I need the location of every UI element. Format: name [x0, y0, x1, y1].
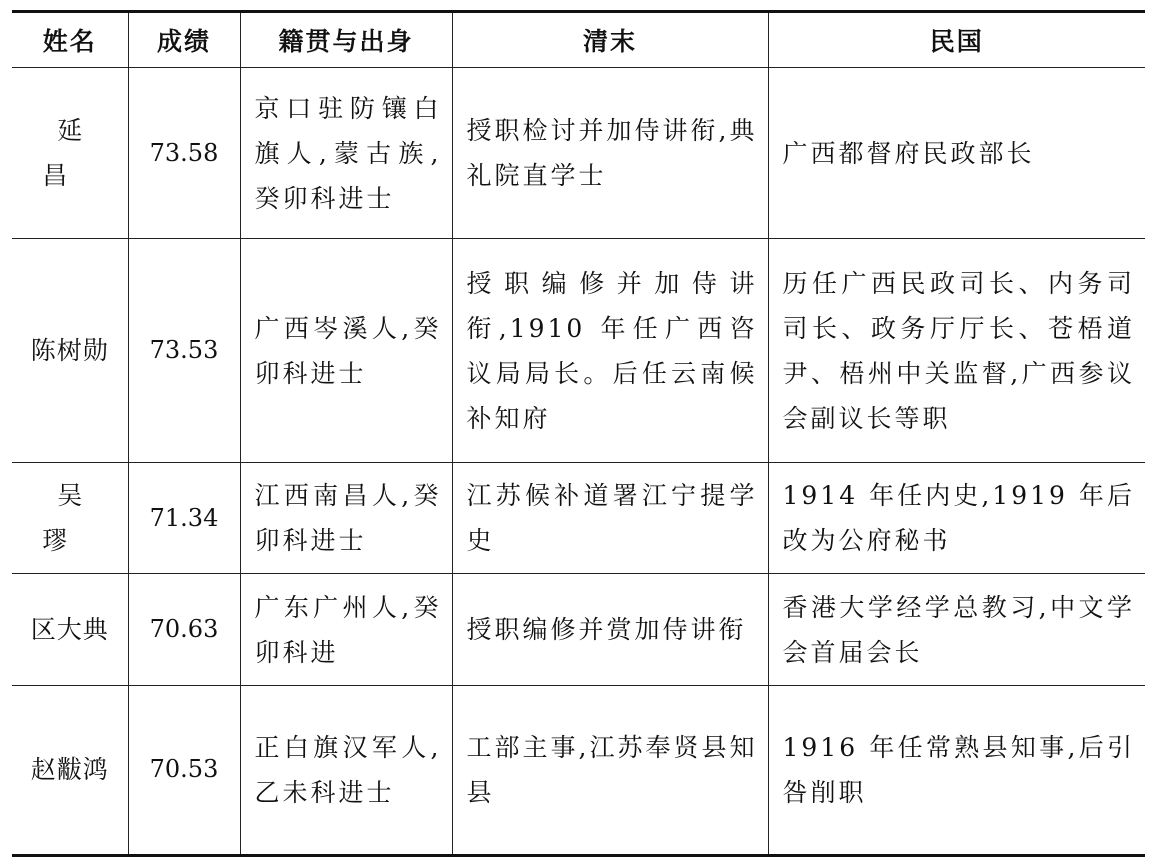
cell-minguo: 历任广西民政司长、内务司司长、政务厅厅长、苍梧道尹、梧州中关监督,广西参议会副议长等职 — [768, 239, 1145, 463]
table-row — [12, 463, 1145, 574]
cell-score: 71.34 — [128, 463, 240, 574]
cell-name: 区大典 — [12, 574, 128, 686]
cell-score: 73.58 — [128, 68, 240, 239]
header-origin: 籍贯与出身 — [240, 13, 452, 68]
cell-name: 陈树勋 — [12, 239, 128, 463]
header-minguo: 民国 — [768, 13, 1145, 68]
cell-name: 赵黻鸿 — [12, 686, 128, 854]
header-name: 姓名 — [12, 13, 128, 68]
table-row — [12, 686, 1145, 854]
cell-minguo: 广西都督府民政部长 — [768, 68, 1145, 239]
cell-minguo: 1914 年任内史,1919 年后改为公府秘书 — [768, 463, 1145, 574]
cell-minguo: 香港大学经学总教习,中文学会首届会长 — [768, 574, 1145, 686]
cell-origin: 广西岑溪人,癸卯科进士 — [240, 239, 452, 463]
cell-qing: 授职编修并赏加侍讲衔 — [452, 574, 768, 686]
table-header-row — [12, 13, 1145, 68]
name-text: 延 昌 — [42, 116, 113, 190]
cell-name — [12, 463, 128, 574]
header-qing: 清末 — [452, 13, 768, 68]
table-row — [12, 239, 1145, 463]
cell-score: 70.63 — [128, 574, 240, 686]
officials-table — [12, 13, 1145, 854]
header-score: 成绩 — [128, 13, 240, 68]
cell-origin: 京口驻防镶白旗人,蒙古族,癸卯科进士 — [240, 68, 452, 239]
cell-origin: 广东广州人,癸卯科进 — [240, 574, 452, 686]
cell-qing: 江苏候补道署江宁提学史 — [452, 463, 768, 574]
cell-qing: 授职编修并加侍讲衔,1910 年任广西咨议局局长。后任云南候补知府 — [452, 239, 768, 463]
cell-score: 70.53 — [128, 686, 240, 854]
cell-origin: 江西南昌人,癸卯科进士 — [240, 463, 452, 574]
table-row — [12, 68, 1145, 239]
cell-score: 73.53 — [128, 239, 240, 463]
cell-name — [12, 68, 128, 239]
cell-origin: 正白旗汉军人,乙未科进士 — [240, 686, 452, 854]
cell-qing: 工部主事,江苏奉贤县知县 — [452, 686, 768, 854]
officials-table-wrapper — [12, 10, 1145, 857]
name-text: 吴 璆 — [42, 481, 113, 555]
cell-qing: 授职检讨并加侍讲衔,典礼院直学士 — [452, 68, 768, 239]
table-row — [12, 574, 1145, 686]
cell-minguo: 1916 年任常熟县知事,后引咎削职 — [782, 732, 1135, 807]
